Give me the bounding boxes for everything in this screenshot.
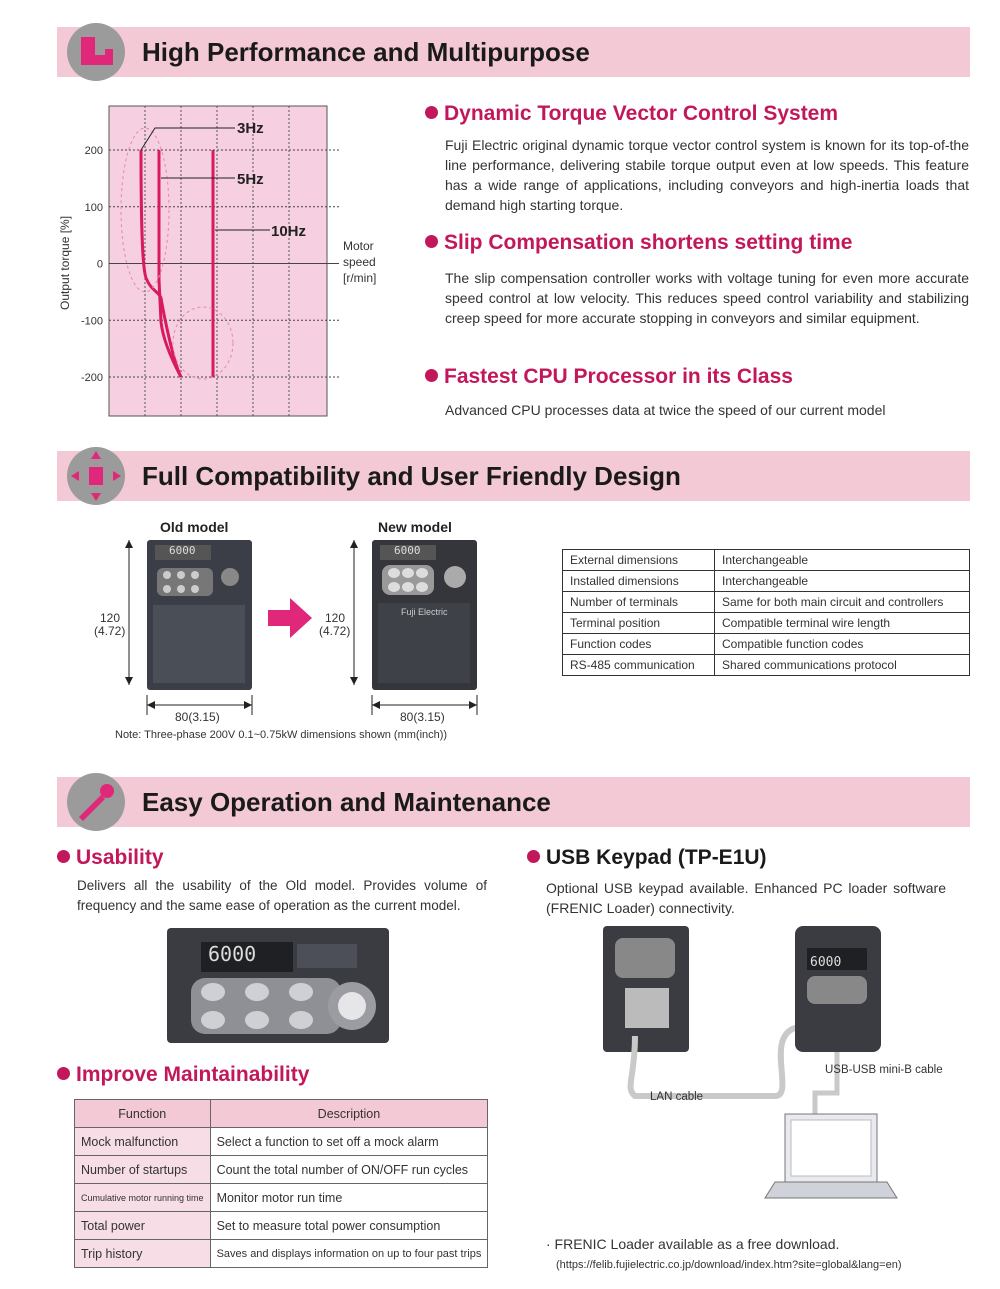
old-width-dim: 80(3.15) xyxy=(175,710,220,724)
y-axis-label: Output torque [%] xyxy=(58,215,72,310)
y-tick-label: -100 xyxy=(80,315,103,328)
y-tick-label: 200 xyxy=(84,145,103,157)
label-10hz: 10Hz xyxy=(271,223,307,240)
new-width-dim: 80(3.15) xyxy=(400,710,445,724)
table-row: Mock malfunction Select a function to set off a mock alarm xyxy=(75,1128,488,1156)
x-axis-label-2: speed xyxy=(343,255,376,269)
table-header-row: Function Description xyxy=(75,1100,488,1128)
maintainability-heading: Improve Maintainability xyxy=(57,1063,309,1087)
torque-chart xyxy=(55,100,400,420)
section-title: High Performance and Multipurpose xyxy=(142,37,590,67)
lan-cable-label: LAN cable xyxy=(650,1091,704,1103)
y-tick-label: 100 xyxy=(84,201,103,214)
section-title: Easy Operation and Maintenance xyxy=(142,787,551,817)
dimension-note: Note: Three-phase 200V 0.1~0.75kW dimensions shown (mm(inch)) xyxy=(115,729,448,741)
y-tick-label: -200 xyxy=(80,372,103,384)
old-height-dim: 120 xyxy=(100,611,121,625)
feature-heading-slip: Slip Compensation shortens setting time xyxy=(425,231,852,255)
x-axis-label-3: [r/min] xyxy=(343,271,377,285)
usb-cable-label: USB-USB mini-B cable xyxy=(825,1064,943,1076)
keypad-display: 6000 xyxy=(208,942,257,966)
usability-heading: Usability xyxy=(57,846,164,870)
table-row: Installed dimensions Interchangeable xyxy=(563,571,970,592)
usb-keypad-text: Optional USB keypad available. Enhanced PC loader software (FRENIC Loader) connectivity. xyxy=(546,880,946,916)
feature-heading-cpu: Fastest CPU Processor in its Class xyxy=(425,365,793,389)
section-banner-operation xyxy=(57,777,970,827)
table-row: Cumulative motor running time Monitor motor run time xyxy=(75,1184,488,1212)
new-height-dim-inch: (4.72) xyxy=(319,624,351,638)
old-model-drawing xyxy=(115,535,265,725)
old-height-dim-inch: (4.72) xyxy=(94,624,126,638)
maintainability-table xyxy=(74,1099,488,1268)
keypad-photo xyxy=(167,928,389,1043)
table-row: Total power Set to measure total power consumption xyxy=(75,1212,488,1240)
table-row: External dimensions Interchangeable xyxy=(563,550,970,571)
y-tick-label: 0 xyxy=(96,258,103,271)
table-row: RS-485 communication Shared communications protocol xyxy=(563,655,970,676)
table-row: Function codes Compatible function codes xyxy=(563,634,970,655)
old-model-label: Old model xyxy=(160,519,229,535)
feature-heading-dtvc: Dynamic Torque Vector Control System xyxy=(425,102,838,126)
x-axis-label-1: Motor xyxy=(343,239,374,253)
section-title: Full Compatibility and User Friendly Design xyxy=(142,461,681,491)
download-note: · FRENIC Loader available as a free download. xyxy=(546,1236,840,1252)
usability-text: Delivers all the usability of the Old model. Provides volume of frequency and the same ease of operation as the current model. xyxy=(77,878,487,913)
table-row: Number of startups Count the total number of ON/OFF run cycles xyxy=(75,1156,488,1184)
new-model-label: New model xyxy=(378,519,452,535)
arrow-right-icon xyxy=(268,598,312,638)
table-row: Terminal position Compatible terminal wire length xyxy=(563,613,970,634)
table-row: Number of terminals Same for both main circuit and controllers xyxy=(563,592,970,613)
section-banner-compatibility xyxy=(57,451,970,501)
usb-keypad-display: 6000 xyxy=(810,955,842,970)
label-3hz: 3Hz xyxy=(237,120,264,137)
new-model-display: 6000 xyxy=(394,544,421,557)
usb-keypad-heading: USB Keypad (TP-E1U) xyxy=(527,846,767,870)
label-5hz: 5Hz xyxy=(237,171,264,188)
table-row: Trip history Saves and displays information on up to four past trips xyxy=(75,1240,488,1268)
usb-connection-diagram xyxy=(595,918,980,1208)
download-link[interactable]: (https://felib.fujielectric.co.jp/download/index.htm?site=global&lang=en) xyxy=(556,1259,902,1271)
compatibility-table xyxy=(562,549,970,676)
new-model-drawing xyxy=(340,535,490,725)
old-model-display: 6000 xyxy=(169,544,196,557)
performance-icon xyxy=(67,23,125,81)
feature-text-cpu: Advanced CPU processes data at twice the speed of our current model xyxy=(445,402,886,418)
feature-text-dtvc: Fuji Electric original dynamic torque vector control system is known for its top-of-the line performance, delivering stabile torque output even at low speeds. This feature has a wide range of applications, including conveyors and high-inertia loads that demand high starting torque. xyxy=(445,137,969,213)
new-height-dim: 120 xyxy=(325,611,346,625)
feature-text-slip: The slip compensation controller works with voltage tuning for even more accurate speed control at low velocity. This reduces speed control variability and stabilizing creep speed for more accurate stopping in conveyors and similar equipment. xyxy=(445,270,969,326)
new-model-brand: Fuji Electric xyxy=(401,607,448,617)
section-banner-performance xyxy=(57,27,970,77)
wrench-icon xyxy=(67,773,125,831)
compatibility-icon xyxy=(67,447,125,505)
